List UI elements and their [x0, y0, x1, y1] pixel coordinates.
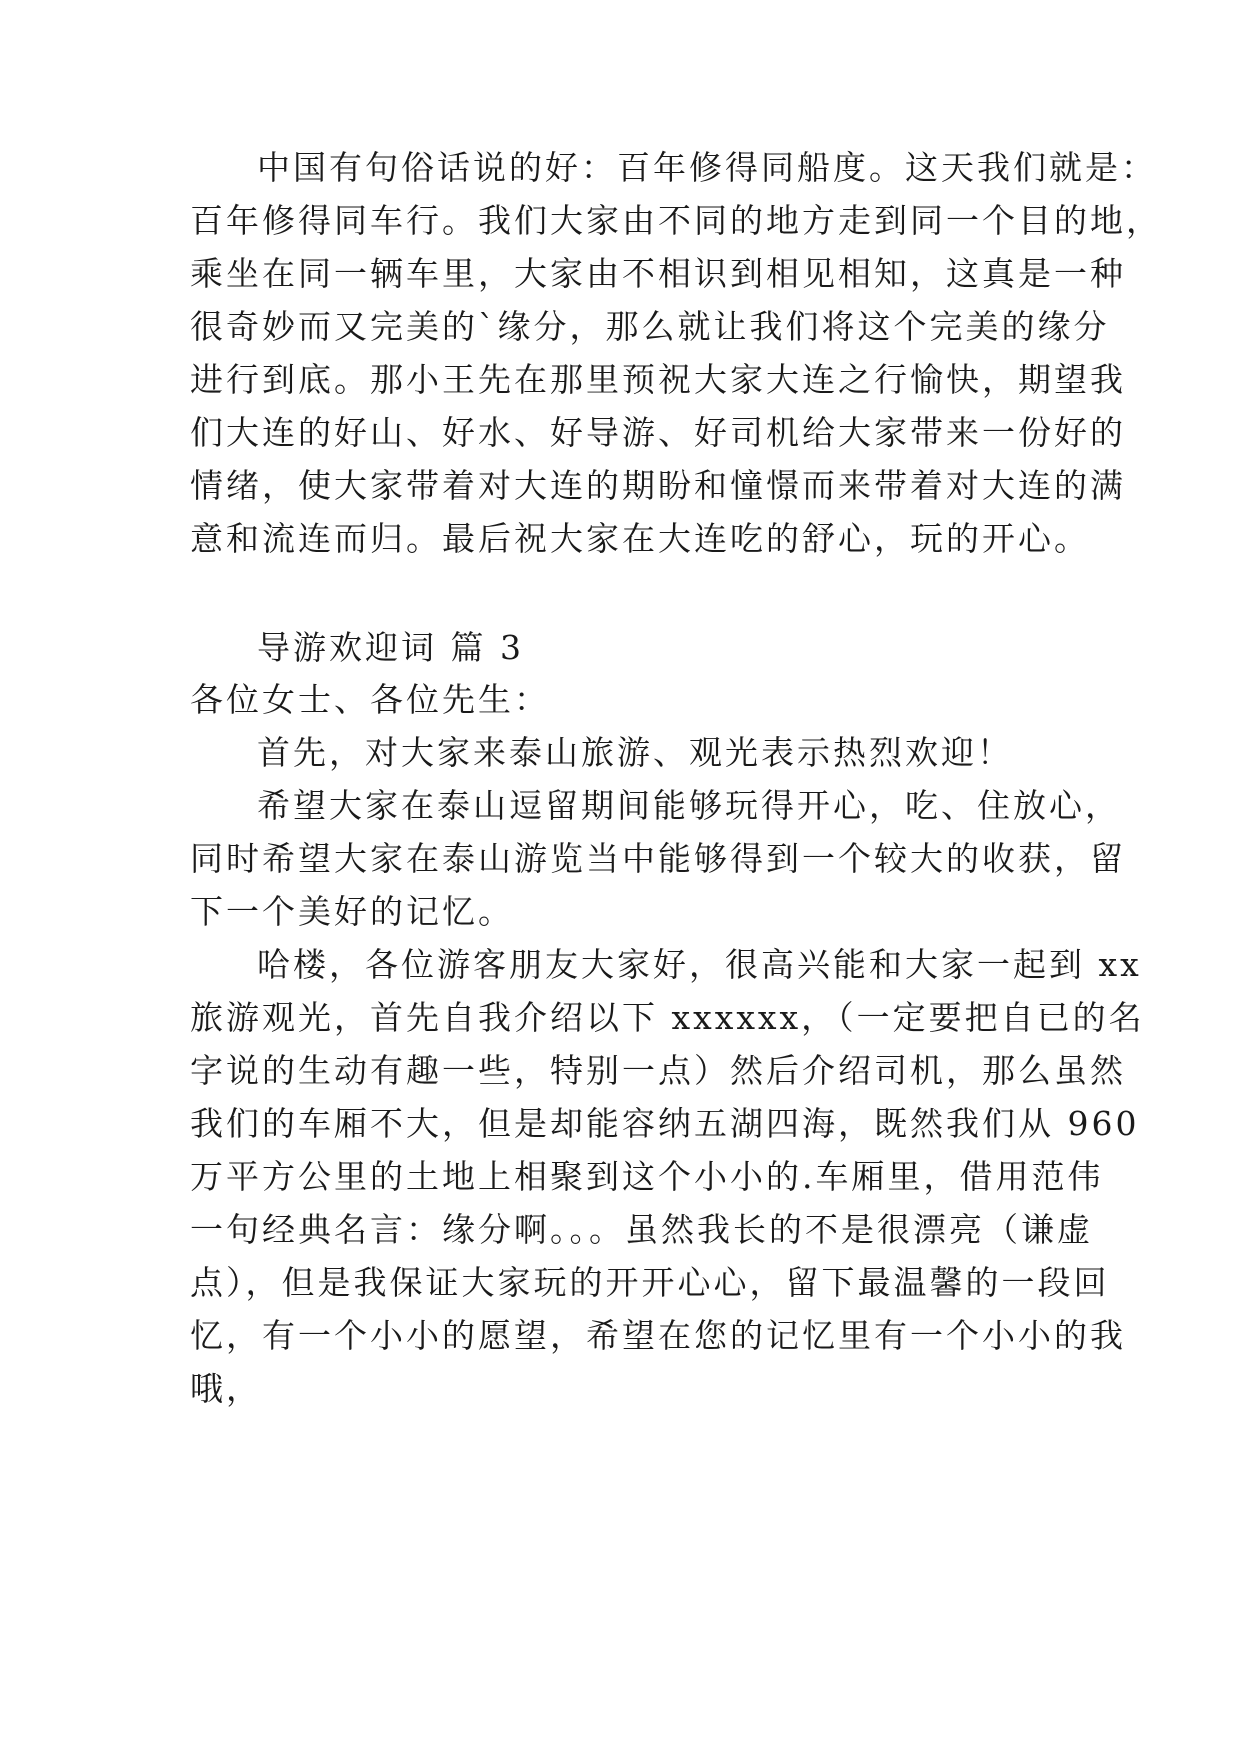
paragraph-1-line-4: 很奇妙而又完美的`缘分，那么就让我们将这个完美的缘分	[190, 307, 1110, 346]
paragraph-4-line-5: 万平方公里的土地上相聚到这个小小的.车厢里，借用范伟	[190, 1157, 1104, 1196]
paragraph-3-line-1: 希望大家在泰山逗留期间能够玩得开心，吃、住放心，	[257, 786, 1121, 825]
section-heading: 导游欢迎词 篇 3	[257, 628, 524, 667]
paragraph-3-line-3: 下一个美好的记忆。	[190, 892, 514, 931]
paragraph-4-line-1: 哈楼，各位游客朋友大家好，很高兴能和大家一起到 xx	[257, 945, 1142, 984]
paragraph-1-line-2: 百年修得同车行。我们大家由不同的地方走到同一个目的地，	[190, 201, 1162, 240]
paragraph-4-line-7: 点），但是我保证大家玩的开开心心，留下最温馨的一段回	[190, 1263, 1110, 1302]
paragraph-4-line-4: 我们的车厢不大，但是却能容纳五湖四海，既然我们从 960	[190, 1104, 1140, 1143]
paragraph-1-line-1: 中国有句俗话说的好：百年修得同船度。这天我们就是：	[257, 148, 1157, 187]
paragraph-3-line-2: 同时希望大家在泰山游览当中能够得到一个较大的收获，留	[190, 839, 1126, 878]
paragraph-1-line-5: 进行到底。那小王先在那里预祝大家大连之行愉快，期望我	[190, 360, 1126, 399]
paragraph-1-line-7: 情绪，使大家带着对大连的期盼和憧憬而来带着对大连的满	[190, 466, 1126, 505]
paragraph-1-line-6: 们大连的好山、好水、好导游、好司机给大家带来一份好的	[190, 413, 1126, 452]
paragraph-2-line-1: 首先，对大家来泰山旅游、观光表示热烈欢迎！	[257, 733, 1013, 772]
paragraph-1-line-3: 乘坐在同一辆车里，大家由不相识到相见相知，这真是一种	[190, 254, 1126, 293]
paragraph-4-line-9: 哦，	[190, 1369, 262, 1408]
paragraph-1-line-8: 意和流连而归。最后祝大家在大连吃的舒心，玩的开心。	[190, 519, 1090, 558]
salutation: 各位女士、各位先生：	[190, 680, 550, 719]
paragraph-4-line-8: 忆，有一个小小的愿望，希望在您的记忆里有一个小小的我	[190, 1316, 1126, 1355]
paragraph-4-line-3: 字说的生动有趣一些，特别一点）然后介绍司机，那么虽然	[190, 1051, 1126, 1090]
paragraph-4-line-6: 一句经典名言：缘分啊。。。虽然我长的不是很漂亮（谦虚	[190, 1210, 1093, 1249]
paragraph-4-line-2: 旅游观光，首先自我介绍以下 xxxxxx，（一定要把自已的名	[190, 998, 1145, 1037]
